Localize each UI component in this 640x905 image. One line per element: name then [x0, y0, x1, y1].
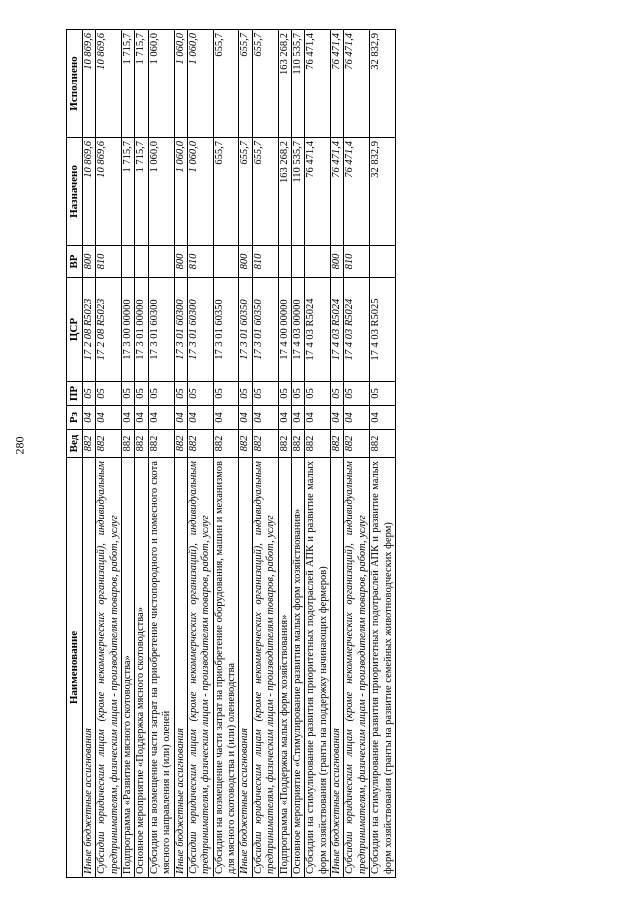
cell-pr: 05	[370, 382, 396, 406]
cell-assigned: 1 060,0	[187, 138, 213, 246]
cell-vr	[213, 246, 239, 278]
cell-vr	[291, 246, 304, 278]
cell-csr: 17 4 03 R5024	[344, 278, 370, 382]
header-vr: ВР	[67, 246, 83, 278]
cell-rz: 04	[291, 406, 304, 430]
cell-vr: 810	[344, 246, 370, 278]
cell-assigned: 655,7	[239, 138, 252, 246]
table-row	[239, 30, 252, 878]
cell-vr	[370, 246, 396, 278]
cell-executed: 10 869,6	[96, 30, 122, 138]
cell-ved: 882	[213, 430, 239, 458]
cell-rz: 04	[278, 406, 291, 430]
cell-vr	[135, 246, 148, 278]
table-row	[174, 30, 187, 878]
cell-assigned: 76 471,4	[305, 138, 331, 246]
cell-vr	[305, 246, 331, 278]
cell-name: Основное мероприятие «Поддержка мясного скотоводства»	[135, 458, 148, 878]
cell-rz: 04	[239, 406, 252, 430]
cell-ved: 882	[252, 430, 278, 458]
cell-executed: 110 535,7	[291, 30, 304, 138]
cell-pr: 05	[82, 382, 95, 406]
cell-executed: 1 715,7	[135, 30, 148, 138]
header-executed: Исполнено	[67, 30, 83, 138]
cell-executed: 76 471,4	[305, 30, 331, 138]
cell-ved: 882	[122, 430, 135, 458]
cell-name: Иные бюджетные ассигнования	[174, 458, 187, 878]
cell-rz: 04	[135, 406, 148, 430]
cell-assigned: 1 715,7	[122, 138, 135, 246]
header-csr: ЦСР	[67, 278, 83, 382]
table-row	[291, 30, 304, 878]
table-body	[82, 30, 395, 878]
cell-rz: 04	[96, 406, 122, 430]
cell-name: Субсидии юридическим лицам (кроме некоммерческих организаций), индивидуальным предпринимателям, физическим лицам - производителям товаров, работ, услуг	[344, 458, 370, 878]
cell-executed: 76 471,4	[344, 30, 370, 138]
table-row	[148, 30, 174, 878]
cell-csr: 17 2 08 R5023	[96, 278, 122, 382]
cell-pr: 05	[252, 382, 278, 406]
cell-pr: 05	[344, 382, 370, 406]
cell-name: Субсидии на стимулирование развития приоритетных подотраслей АПК и развитие малых форм хозяйствования (гранты на поддержку начинающих фермеров)	[305, 458, 331, 878]
cell-ved: 882	[239, 430, 252, 458]
cell-executed: 1 060,0	[174, 30, 187, 138]
cell-csr: 17 3 01 60350	[213, 278, 239, 382]
cell-assigned: 655,7	[213, 138, 239, 246]
cell-ved: 882	[278, 430, 291, 458]
cell-executed: 1 060,0	[148, 30, 174, 138]
cell-csr: 17 4 03 R5024	[305, 278, 331, 382]
cell-pr: 05	[291, 382, 304, 406]
cell-assigned: 32 832,9	[370, 138, 396, 246]
cell-ved: 882	[82, 430, 95, 458]
cell-csr: 17 3 01 60350	[252, 278, 278, 382]
cell-rz: 04	[122, 406, 135, 430]
cell-executed: 1 060,0	[187, 30, 213, 138]
cell-csr: 17 3 00 00000	[122, 278, 135, 382]
cell-ved: 882	[187, 430, 213, 458]
cell-executed: 655,7	[213, 30, 239, 138]
cell-executed: 76 471,4	[331, 30, 344, 138]
cell-rz: 04	[82, 406, 95, 430]
table-row	[331, 30, 344, 878]
header-name: Наименование	[67, 458, 83, 878]
cell-pr: 05	[122, 382, 135, 406]
table-row	[187, 30, 213, 878]
table-row	[213, 30, 239, 878]
cell-vr	[278, 246, 291, 278]
cell-vr	[122, 246, 135, 278]
cell-pr: 05	[135, 382, 148, 406]
table-row	[305, 30, 331, 878]
cell-rz: 04	[344, 406, 370, 430]
cell-csr: 17 3 01 60300	[174, 278, 187, 382]
cell-name: Субсидии юридическим лицам (кроме некоммерческих организаций), индивидуальным предпринимателям, физическим лицам - производителям товаров, работ, услуг	[96, 458, 122, 878]
cell-vr: 800	[82, 246, 95, 278]
cell-ved: 882	[344, 430, 370, 458]
cell-ved: 882	[174, 430, 187, 458]
cell-csr: 17 3 01 60300	[187, 278, 213, 382]
table-row	[344, 30, 370, 878]
header-ved: Вед	[67, 430, 83, 458]
cell-assigned: 10 869,6	[82, 138, 95, 246]
cell-vr: 800	[239, 246, 252, 278]
cell-rz: 04	[370, 406, 396, 430]
cell-rz: 04	[305, 406, 331, 430]
table-row	[135, 30, 148, 878]
cell-name: Субсидии на стимулирование развития приоритетных подотраслей АПК и развитие малых форм хозяйствования (гранты на развитие семейных животноводческих ферм)	[370, 458, 396, 878]
cell-name: Иные бюджетные ассигнования	[331, 458, 344, 878]
cell-csr: 17 3 01 60350	[239, 278, 252, 382]
cell-assigned: 76 471,4	[344, 138, 370, 246]
cell-ved: 882	[96, 430, 122, 458]
cell-pr: 05	[331, 382, 344, 406]
cell-name: Субсидии юридическим лицам (кроме некоммерческих организаций), индивидуальным предпринимателям, физическим лицам - производителям товаров, работ, услуг	[252, 458, 278, 878]
cell-pr: 05	[305, 382, 331, 406]
cell-csr: 17 4 03 R5024	[331, 278, 344, 382]
cell-assigned: 655,7	[252, 138, 278, 246]
cell-ved: 882	[291, 430, 304, 458]
cell-pr: 05	[239, 382, 252, 406]
cell-pr: 05	[278, 382, 291, 406]
table-row	[278, 30, 291, 878]
cell-pr: 05	[148, 382, 174, 406]
rotated-table-container	[66, 30, 594, 878]
cell-assigned: 10 869,6	[96, 138, 122, 246]
cell-executed: 655,7	[252, 30, 278, 138]
cell-vr	[148, 246, 174, 278]
cell-csr: 17 2 08 R5023	[82, 278, 95, 382]
cell-name: Подпрограмма «Развитие мясного скотоводства»	[122, 458, 135, 878]
cell-csr: 17 3 01 60300	[148, 278, 174, 382]
cell-assigned: 1 060,0	[174, 138, 187, 246]
cell-vr: 800	[331, 246, 344, 278]
cell-csr: 17 4 03 00000	[291, 278, 304, 382]
cell-pr: 05	[187, 382, 213, 406]
cell-pr: 05	[213, 382, 239, 406]
cell-assigned: 76 471,4	[331, 138, 344, 246]
budget-table	[66, 29, 396, 878]
header-row	[67, 30, 83, 878]
cell-vr: 810	[252, 246, 278, 278]
cell-pr: 05	[174, 382, 187, 406]
cell-assigned: 110 535,7	[291, 138, 304, 246]
cell-name: Субсидии на возмещение части затрат на приобретение оборудования, машин и механизмов для мясного скотоводства и (или) оленеводства	[213, 458, 239, 878]
cell-executed: 32 832,9	[370, 30, 396, 138]
table-row	[96, 30, 122, 878]
cell-ved: 882	[148, 430, 174, 458]
cell-pr: 05	[96, 382, 122, 406]
cell-ved: 882	[370, 430, 396, 458]
cell-rz: 04	[187, 406, 213, 430]
table-row	[252, 30, 278, 878]
header-pr: ПР	[67, 382, 83, 406]
cell-rz: 04	[148, 406, 174, 430]
page-number: 280	[12, 436, 27, 455]
table-row	[370, 30, 396, 878]
cell-name: Субсидии на возмещение части затрат на приобретение чистопородного и помесного скота мясного направления и (или) оленей	[148, 458, 174, 878]
cell-executed: 10 869,6	[82, 30, 95, 138]
cell-rz: 04	[174, 406, 187, 430]
header-assigned: Назначено	[67, 138, 83, 246]
cell-vr: 810	[96, 246, 122, 278]
cell-name: Основное мероприятие «Стимулирование развития малых форм хозяйствования»	[291, 458, 304, 878]
cell-name: Подпрограмма «Поддержка малых форм хозяйствования»	[278, 458, 291, 878]
cell-executed: 1 715,7	[122, 30, 135, 138]
cell-csr: 17 4 00 00000	[278, 278, 291, 382]
cell-name: Иные бюджетные ассигнования	[239, 458, 252, 878]
table-row	[122, 30, 135, 878]
cell-assigned: 163 268,2	[278, 138, 291, 246]
cell-executed: 655,7	[239, 30, 252, 138]
cell-assigned: 1 715,7	[135, 138, 148, 246]
cell-vr: 800	[174, 246, 187, 278]
cell-ved: 882	[135, 430, 148, 458]
cell-name: Иные бюджетные ассигнования	[82, 458, 95, 878]
cell-executed: 163 268,2	[278, 30, 291, 138]
cell-csr: 17 3 01 00000	[135, 278, 148, 382]
cell-csr: 17 4 03 R5025	[370, 278, 396, 382]
table-row	[82, 30, 95, 878]
cell-rz: 04	[252, 406, 278, 430]
cell-assigned: 1 060,0	[148, 138, 174, 246]
header-rz: Рз	[67, 406, 83, 430]
cell-name: Субсидии юридическим лицам (кроме некоммерческих организаций), индивидуальным предпринимателям, физическим лицам - производителям товаров, работ, услуг	[187, 458, 213, 878]
cell-rz: 04	[331, 406, 344, 430]
cell-ved: 882	[331, 430, 344, 458]
cell-vr: 810	[187, 246, 213, 278]
cell-rz: 04	[213, 406, 239, 430]
cell-ved: 882	[305, 430, 331, 458]
